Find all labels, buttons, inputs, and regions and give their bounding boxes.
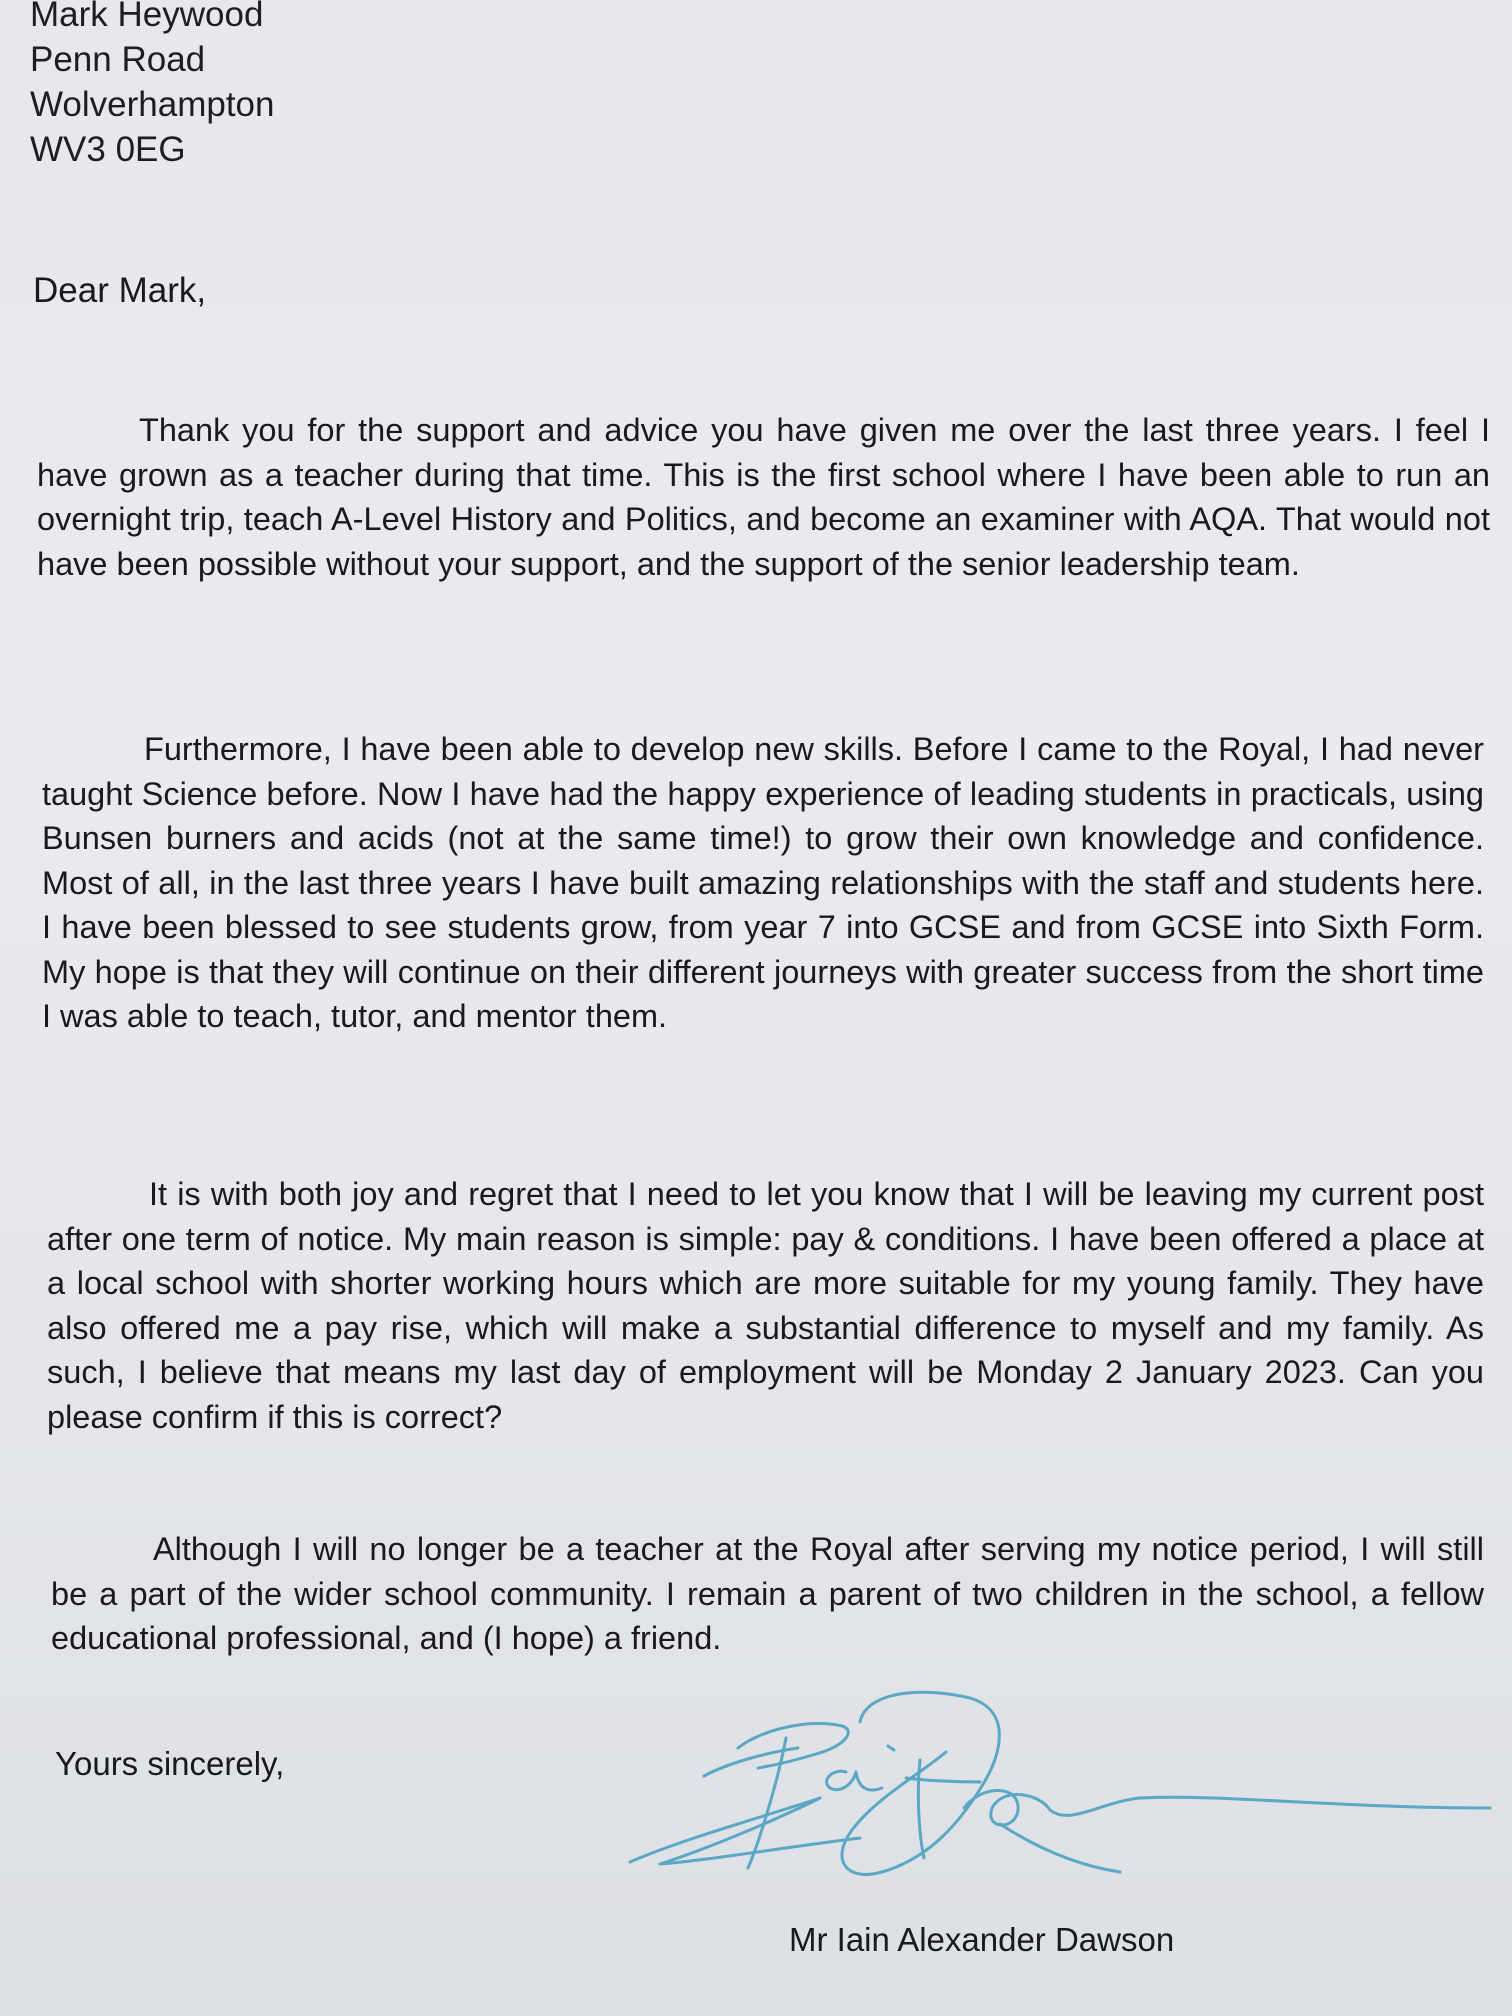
signer-name: Mr Iain Alexander Dawson bbox=[789, 1921, 1175, 1958]
recipient-address bbox=[30, 0, 274, 172]
recipient-postcode: WV3 0EG bbox=[30, 130, 186, 169]
recipient-city: Wolverhampton bbox=[30, 85, 275, 124]
paragraph-resignation bbox=[47, 1172, 1484, 1439]
paragraph-skills bbox=[42, 727, 1484, 1039]
paragraph-text: It is with both joy and regret that I need to let you know that I will be leaving my current post after one term of notice. My main reason is simple: pay & conditions. I have been offered a place at a local school with shorter working hours which are more suitable for my young family. They have also offered me a pay rise, which will make a substantial difference to myself and my family. As such, I believe that means my last day of employment will be Monday 2 January 2023. Can you please confirm if this is correct? bbox=[47, 1176, 1484, 1435]
paragraph-text: Although I will no longer be a teacher at the Royal after serving my notice period, I will still be a part of the wider school community. I remain a parent of two children in the school, a fellow educational professional, and (I hope) a friend. bbox=[51, 1531, 1484, 1656]
paragraph-thanks bbox=[37, 408, 1490, 586]
recipient-name: Mark Heywood bbox=[30, 0, 264, 34]
paragraph-text: Furthermore, I have been able to develop new skills. Before I came to the Royal, I had never taught Science before. Now I have had the happy experience of leading students in practicals, using Bunsen burners and acids (not at the same time!) to grow their own knowledge and confidence. Most of all, in the last three years I have built amazing relationships with the staff and students here. I have been blessed to see students grow, from year 7 into GCSE and from GCSE into Sixth Form. My hope is that they will continue on their different journeys with greater success from the short time I was able to teach, tutor, and mentor them. bbox=[42, 731, 1484, 1034]
salutation: Dear Mark, bbox=[33, 271, 207, 310]
paragraph-community bbox=[51, 1527, 1484, 1661]
closing: Yours sincerely, bbox=[55, 1745, 285, 1782]
paragraph-text: Thank you for the support and advice you have given me over the last three years. I feel I have grown as a teacher during that time. This is the first school where I have been able to run an overnight trip, teach A-Level History and Politics, and become an examiner with AQA. That would not have been possible without your support, and the support of the senior leadership team. bbox=[37, 412, 1490, 582]
handwritten-signature bbox=[620, 1690, 1500, 1920]
recipient-street: Penn Road bbox=[30, 40, 206, 79]
